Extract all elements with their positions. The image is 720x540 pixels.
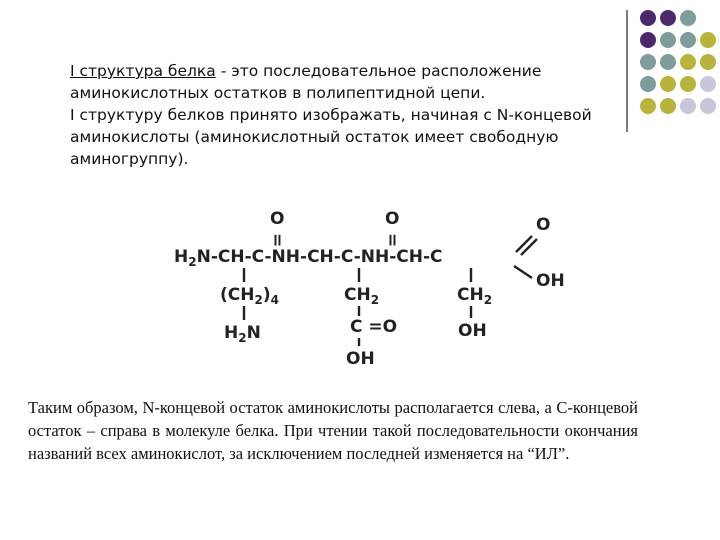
lys-h: H — [224, 323, 239, 343]
decor-dot — [640, 54, 656, 70]
asp-carboxyl-c: C =O — [350, 317, 398, 337]
lys-ch: (CH — [220, 285, 255, 305]
lys-close: ) — [262, 285, 271, 305]
n-terminal-sub2: 2 — [188, 255, 197, 269]
lys-amino — [224, 323, 261, 345]
decor-dot — [680, 76, 696, 92]
decor-dot — [700, 54, 716, 70]
decor-dot — [700, 98, 716, 114]
intro-second: I структуру белков принято изображать, начиная с N-концевой аминокислоты (аминокислотный остаток имеет свободную аминогруппу). — [70, 106, 592, 168]
decor-dot — [680, 98, 696, 114]
intro-text — [70, 60, 630, 170]
decor-dot — [660, 76, 676, 92]
conclusion-paragraph: Таким образом, N-концевой остаток аминокислоты располагается слева, а С-концевой остаток – справа в молекуле белка. При чтении такой последовательности окончания названий всех аминокислот, за исключением последней изменяется на “ИЛ”. — [28, 398, 638, 463]
decor-dot — [660, 98, 676, 114]
asp-sub2: 2 — [370, 293, 380, 307]
tripeptide-formula — [168, 200, 588, 370]
ser-sub2: 2 — [483, 293, 493, 307]
decor-dot — [700, 76, 716, 92]
lys-h2: 2 — [238, 331, 247, 345]
ser-ch: CH — [457, 285, 484, 305]
ser-oh: OH — [458, 321, 487, 341]
decor-dot — [640, 32, 656, 48]
asp-ch2 — [344, 285, 379, 307]
decor-dot — [680, 54, 696, 70]
carbonyl-o-1: O — [270, 209, 285, 229]
intro-definition: - это последовательное расположение аминокислотных остатков в полипептидной цепи. — [70, 62, 542, 102]
c-terminal-oh: OH — [536, 271, 565, 291]
n-terminal-h: H — [174, 247, 189, 267]
decor-dot — [660, 54, 676, 70]
lys-ch2-group — [220, 285, 279, 307]
asp-oh: OH — [346, 349, 375, 369]
decor-dot — [660, 10, 676, 26]
decor-dot — [700, 32, 716, 48]
decor-dot — [680, 10, 696, 26]
decor-dot — [680, 32, 696, 48]
double-bond-1: = — [267, 233, 287, 248]
lys-sub4: 4 — [270, 293, 279, 307]
decor-dot — [640, 98, 656, 114]
main-chain-line — [174, 247, 443, 269]
ser-ch2 — [457, 285, 492, 307]
decor-dot-grid — [638, 8, 718, 120]
intro-term: I структура белка — [70, 62, 216, 80]
lys-n: N — [246, 323, 261, 343]
carbonyl-o-3: O — [536, 215, 551, 235]
decor-dot — [660, 32, 676, 48]
double-bond-2: = — [382, 233, 402, 248]
asp-ch: CH — [344, 285, 371, 305]
main-chain: N-CH-C-NH-CH-C-NH-CH-C — [196, 247, 443, 267]
lys-sub2: 2 — [254, 293, 263, 307]
carbonyl-o-2: O — [385, 209, 400, 229]
decor-dot — [640, 76, 656, 92]
decor-dot — [640, 10, 656, 26]
